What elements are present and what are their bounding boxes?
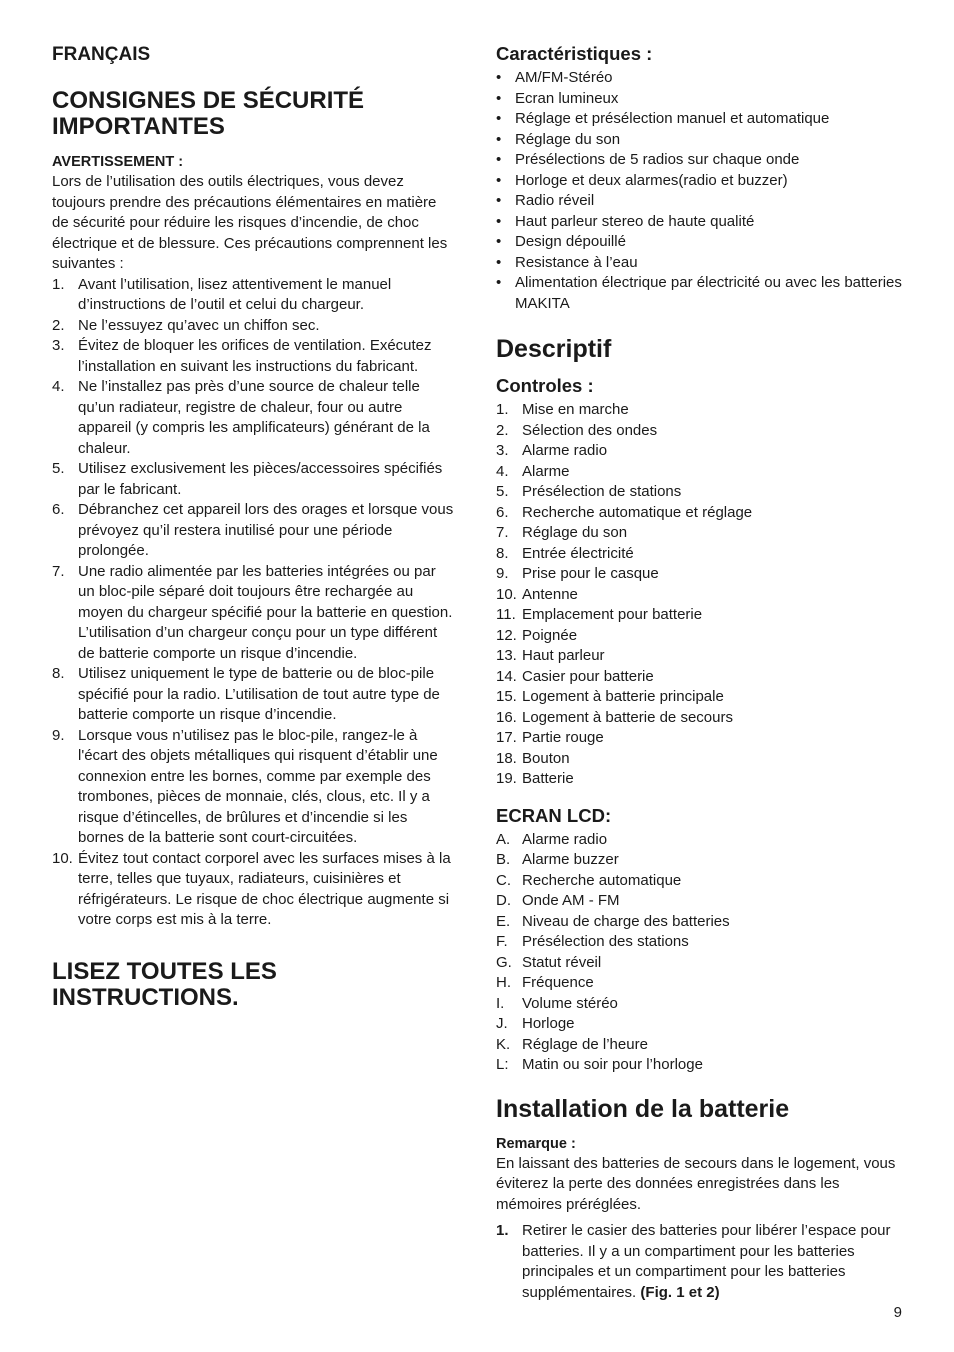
list-item: L: Matin ou soir pour l’horloge	[496, 1056, 703, 1073]
safety-title: CONSIGNES DE SÉCURITÉ IMPORTANTES	[52, 87, 365, 140]
list-item: • Ecran lumineux	[496, 89, 619, 107]
list-item: • Présélections de 5 radios sur chaque onde	[496, 151, 800, 168]
language-label: FRANÇAIS	[52, 44, 151, 65]
features-heading: Caractéristiques :	[496, 43, 653, 64]
safety-rule: 10. Évitez tout contact corporel avec les surfaces mises à la terre, telles que tuyaux, radiateurs, cuisinières et réfrigérateurs. Le risque de choc électrique augmente si votre corps est mis à la terre.	[52, 849, 451, 928]
list-item: K. Réglage de l’heure	[496, 1035, 648, 1053]
list-item: 18. Bouton	[496, 749, 570, 767]
page-number: 9	[893, 1304, 902, 1321]
safety-rule: 9. Lorsque vous n’utilisez pas le bloc-pile, rangez-le à l'écart des objets métalliques qui risquent d’établir une connexion entre les bornes, comme par exemple des trombones, pièces de monnaie, clés, clous, etc. Il y a risque d’étincelles, de brûlures et d’incendie si les bornes de la batterie sont court-circuitées.	[52, 726, 438, 846]
list-item: 12. Poignée	[496, 626, 578, 644]
safety-rule: 2. Ne l’essuyez qu’avec un chiffon sec.	[52, 316, 320, 334]
safety-rules-list	[52, 275, 456, 931]
list-item: E. Niveau de charge des batteries	[496, 912, 730, 930]
list-item: G. Statut réveil	[496, 953, 602, 971]
list-item: • Haut parleur stereo de haute qualité	[496, 212, 755, 230]
controls-list	[496, 400, 904, 790]
note-text: En laissant des batteries de secours dans le logement, vous éviterez la perte des données enregistrées dans les mémoires préréglées.	[496, 1154, 896, 1213]
warning-label: AVERTISSEMENT :	[52, 154, 184, 170]
list-item: • Resistance à l’eau	[496, 253, 638, 271]
install-step: 1. Retirer le casier des batteries pour libérer l’espace pour batteries. Il y a un compartiment pour les batteries principales et un compartiment pour les batteries supplémentaires. (Fig. 1 et 2)	[496, 1222, 891, 1301]
safety-rule: 6. Débranchez cet appareil lors des orages et lorsque vous prévoyez qu’il restera inutilisé pour une période prolongée.	[52, 501, 454, 559]
list-item: C. Recherche automatique	[496, 871, 682, 889]
list-item: 3. Alarme radio	[496, 442, 608, 459]
safety-rule: 4. Ne l’installez pas près d’une source de chaleur telle qu’un radiateur, registre de chaleur, four ou autre appareil (y compris les amplificateurs) générant de la chaleur.	[52, 378, 430, 457]
list-item: • AM/FM-Stéréo	[496, 69, 613, 86]
list-item: • Horloge et deux alarmes(radio et buzzer)	[496, 171, 788, 189]
safety-rule: 3. Évitez de bloquer les orifices de ventilation. Exécutez l’installation en suivant les instructions du fabricant.	[52, 337, 432, 375]
figure-reference: (Fig. 1 et 2)	[640, 1283, 720, 1301]
list-item: I. Volume stéréo	[496, 994, 618, 1012]
install-heading: Installation de la batterie	[496, 1094, 790, 1123]
list-item: • Réglage du son	[496, 130, 621, 148]
list-item: A. Alarme radio	[496, 830, 608, 848]
safety-rule: 7. Une radio alimentée par les batteries intégrées ou par un bloc-pile séparé doit toujours être rechargée au moyen du chargeur spécifié pour la batterie en question. L’utilisation d’un chargeur conçu pour un type différent de batterie comporte un risque d’incendie.	[52, 562, 453, 662]
list-item: F. Présélection des stations	[496, 933, 689, 950]
list-item: 19. Batterie	[496, 770, 574, 787]
safety-rule: 1. Avant l’utilisation, lisez attentivement le manuel d’instructions de l’outil et celui du chargeur.	[52, 275, 392, 313]
list-item: 15. Logement à batterie principale	[496, 688, 724, 705]
list-item: H. Fréquence	[496, 974, 594, 991]
lcd-list	[496, 830, 904, 1076]
safety-rule: 5. Utilisez exclusivement les pièces/accessoires spécifiés par le fabricant.	[52, 460, 443, 498]
lcd-heading: ECRAN LCD:	[496, 804, 612, 826]
list-item: 9. Prise pour le casque	[496, 565, 659, 582]
list-item: 7. Réglage du son	[496, 524, 628, 541]
descriptif-heading: Descriptif	[496, 335, 612, 363]
list-item: 10. Antenne	[496, 585, 578, 603]
right-column	[496, 42, 904, 1303]
list-item: 17. Partie rouge	[496, 729, 604, 746]
list-item: 16. Logement à batterie de secours	[496, 708, 733, 726]
list-item: • Réglage et présélection manuel et automatique	[496, 110, 830, 127]
controls-heading: Controles :	[496, 375, 594, 396]
list-item: B. Alarme buzzer	[496, 851, 619, 868]
list-item: 2. Sélection des ondes	[496, 421, 658, 439]
features-list	[496, 68, 904, 314]
list-item: 6. Recherche automatique et réglage	[496, 503, 753, 521]
warning-intro: Lors de l’utilisation des outils électriques, vous devez toujours prendre des précautions élémentaires en matière de sécurité pour réduire les risques d’incendie, de choc électrique et de blessure. Ces précautions comprennent les suivantes :	[52, 173, 448, 272]
left-column	[52, 42, 456, 1023]
list-item: • Alimentation électrique par électricité ou avec les batteries MAKITA	[496, 274, 902, 312]
list-item: J. Horloge	[496, 1015, 575, 1032]
list-item: 4. Alarme	[496, 462, 570, 480]
list-item: 13. Haut parleur	[496, 647, 605, 664]
list-item: D. Onde AM - FM	[496, 892, 620, 909]
note-label: Remarque :	[496, 1135, 576, 1152]
list-item: 11. Emplacement pour batterie	[496, 606, 703, 623]
list-item: • Design dépouillé	[496, 233, 626, 250]
list-item: 5. Présélection de stations	[496, 483, 682, 500]
list-item: • Radio réveil	[496, 192, 595, 209]
install-steps	[496, 1221, 904, 1303]
list-item: 8. Entrée électricité	[496, 544, 634, 562]
safety-rule: 8. Utilisez uniquement le type de batterie ou de bloc-pile spécifié pour la radio. L’utilisation de tout autre type de batterie comporte un risque d’incendie.	[52, 665, 440, 723]
list-item: 1. Mise en marche	[496, 401, 629, 418]
list-item: 14. Casier pour batterie	[496, 667, 654, 685]
read-all-heading: LISEZ TOUTES LES INSTRUCTIONS.	[52, 957, 277, 1011]
